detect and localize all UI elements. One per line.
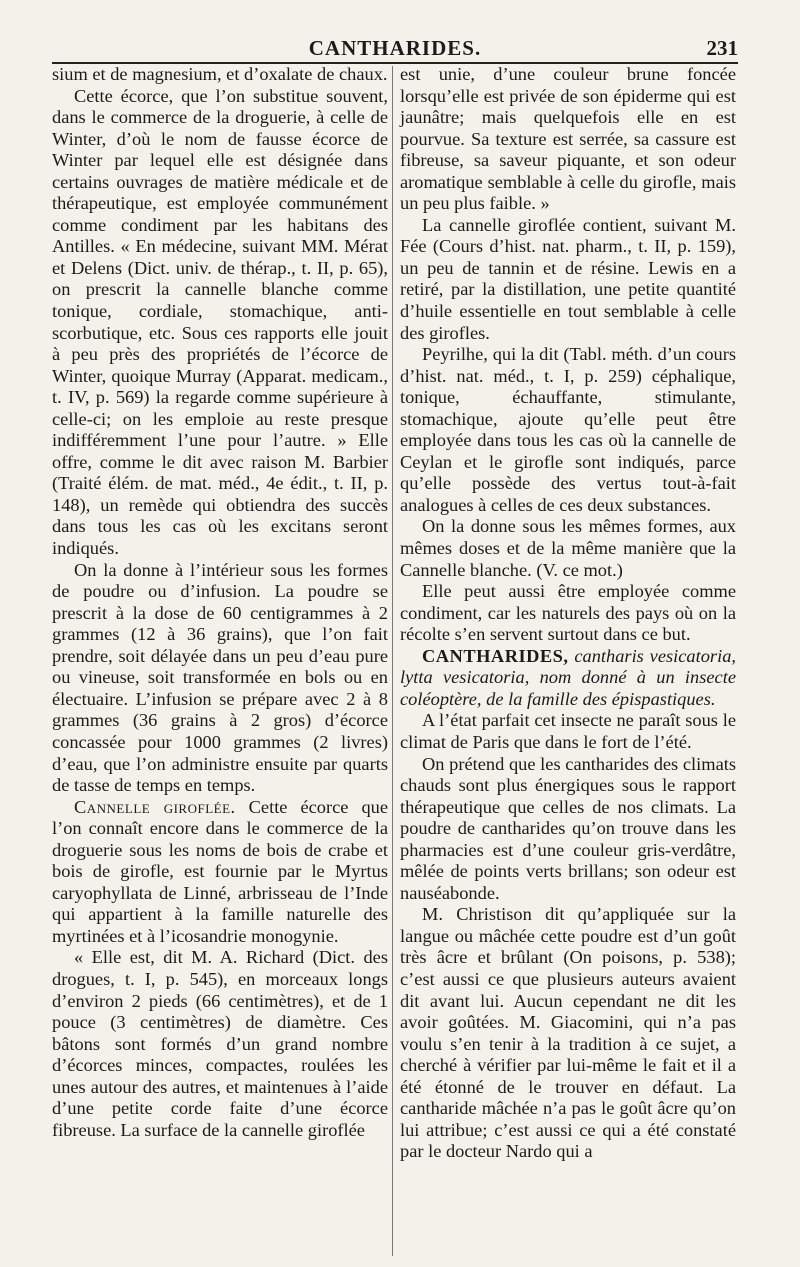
paragraph: La cannelle giroflée contient, suivant M. Fée (Cours d’hist. nat. pharm., t. II, p. 159), un peu de tannin et de résine. Lewis en a retiré, par la distillation, une petite quantité d’huile essentielle en tout semblable à celle des girofles. xyxy=(400,214,736,343)
page-number: 231 xyxy=(706,36,738,60)
paragraph: est unie, d’une couleur brune foncée lorsqu’elle est privée de son épiderme qui est jaunâtre; mais quelquefois elle en est pourvue. Sa texture est serrée, sa cassure est fibreuse, sa saveur piquante, et son odeur aromatique semblable à celle du girofle, mais un peu plus faible. » xyxy=(400,64,736,214)
paragraph: Elle peut aussi être employée comme condiment, car les naturels des pays où on la récolte s’en servent surtout dans ce but. xyxy=(400,581,736,645)
paragraph: Cette écorce, que l’on substitue souvent, dans le commerce de la droguerie, à celle de Winter, d’où le nom de fausse écorce de Winter par lequel elle est désignée dans certains ouvrages de matière médicale et de thérapeutique, est employée communément comme condiment par les habitans des Antilles. « En médecine, suivant MM. Mérat et Delens (Dict. univ. de thérap., t. II, p. 65), on prescrit la cannelle blanche comme tonique, cordiale, stomachique, anti-scorbutique, etc. Sous ces rapports elle jouit à peu près des propriétés de l’écorce de Winter, quoique Murray (Apparat. medicam., t. IV, p. 569) la regarde comme supérieure à celle-ci; on les emploie au reste presque indifféremment l’une pour l’autre. » Elle offre, comme le dit avec raison M. Barbier (Traité élém. de mat. méd., 4e édit., t. II, p. 148), un remède qui obtiendra des succès dans tous les cas où les excitans seront indiqués. xyxy=(52,85,388,559)
page-header xyxy=(52,10,738,60)
paragraph: On la donne à l’intérieur sous les formes de poudre ou d’infusion. La poudre se prescrit à la dose de 60 centigrammes à 2 grammes (12 à 36 grains), que l’on fait prendre, soit délayée dans un peu d’eau pure ou vineuse, soit transformée en bols ou en électuaire. L’infusion se prépare avec 2 à 8 grammes (36 grains à 2 gros) d’écorce concassée pour 1000 grammes (2 livres) d’eau, que l’on administre ensuite par quarts de tasse de temps en temps. xyxy=(52,559,388,796)
paragraph: Peyrilhe, qui la dit (Tabl. méth. d’un cours d’hist. nat. méd., t. I, p. 259) céphalique, tonique, échauffante, stimulante, stomachique, ajoute qu’elle peut être employée dans tous les cas où la cannelle de Ceylan et le girofle sont indiqués, parce qu’elle possède des vertus tout-à-fait analogues à celles de ces deux substances. xyxy=(400,344,736,515)
paragraph-cannelle-giroflee xyxy=(52,797,388,948)
paragraph-text: Cette écorce que l’on connaît encore dans le commerce de la droguerie sous les noms de bois de crabe et bois de girofle, est fournie par le Myrtus caryophyllata de Linné, arbrisseau de l’Inde qui appartient à la famille naturelle des myrtinées et à l’icosandrie monogynie. xyxy=(52,796,388,946)
paragraph-text: cantharis vesicatoria, lytta vesicatoria, nom donné à un insecte coléoptère, de la famille des épispastiques. xyxy=(400,645,736,709)
left-column xyxy=(52,64,388,1141)
paragraph: A l’état parfait cet insecte ne paraît sous le climat de Paris que dans le fort de l’été. xyxy=(400,710,736,752)
right-column xyxy=(400,64,736,1163)
column-divider xyxy=(392,66,393,1256)
paragraph: « Elle est, dit M. A. Richard (Dict. des drogues, t. I, p. 545), en morceaux longs d’environ 2 pieds (66 centimètres), et de 1 pouce (3 centimètres) de diamètre. Ces bâtons sont formés d’un grand nombre d’écorces minces, compactes, roulées les unes autour des autres, et maintenues à l’aide d’une petite corde faite d’une écorce fibreuse. La surface de la cannelle giroflée xyxy=(52,947,388,1140)
entry-heading: Cannelle giroflée. xyxy=(74,796,236,817)
paragraph: sium et de magnesium, et d’oxalate de chaux. xyxy=(52,64,388,84)
paragraph: On prétend que les cantharides des climats chauds sont plus énergiques sous le rapport thérapeutique que celles de nos climats. La poudre de cantharides qu’on trouve dans les pharmacies est d’une couleur gris-verdâtre, mêlée de points verts brillans; son odeur est nauséabonde. xyxy=(400,753,736,903)
paragraph-cantharides xyxy=(400,646,736,711)
running-title: CANTHARIDES. xyxy=(308,36,482,60)
paragraph: M. Christison dit qu’appliquée sur la langue ou mâchée cette poudre est d’un goût très âcre et brûlant (On poisons, p. 538); c’est aussi ce que plusieurs auteurs avaient dit avant lui. Aucun cependant ne dit les avoir goûtées. M. Giacomini, qui n’a pas voulu s’en tenir à la tradition à ce sujet, a cherché à vérifier par lui-même le fait et il a été étonné de le trouver en défaut. La cantharide mâchée n’a pas le goût âcre qu’on lui attribue; c’est aussi ce qui a été constaté par le docteur Nardo qui a xyxy=(400,904,736,1162)
paragraph: On la donne sous les mêmes formes, aux mêmes doses et de la même manière que la Cannelle blanche. (V. ce mot.) xyxy=(400,516,736,580)
entry-heading: CANTHARIDES, xyxy=(422,645,569,666)
